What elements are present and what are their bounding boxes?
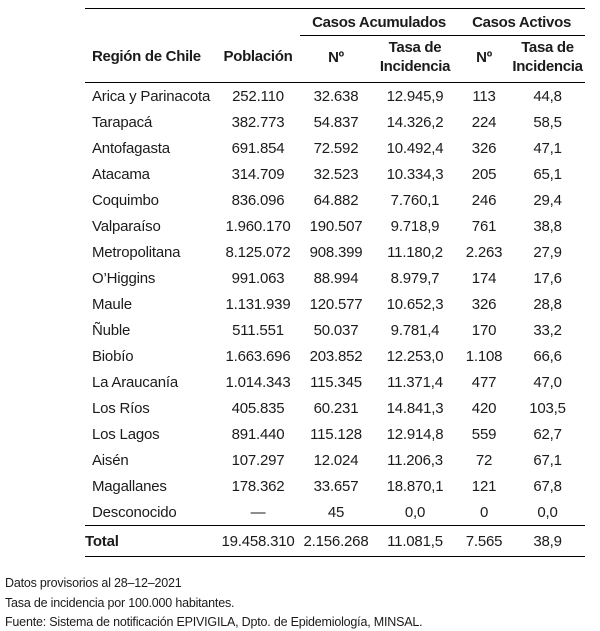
act-tasa-cell: 0,0 <box>537 503 558 521</box>
table-row <box>85 317 585 343</box>
table-row <box>85 369 585 395</box>
act-tasa-cell: 62,7 <box>533 425 562 443</box>
table-row <box>85 447 585 473</box>
act-tasa-cell: 17,6 <box>533 269 562 287</box>
poblacion-cell: 511.551 <box>232 321 284 339</box>
col-header-poblacion: Población <box>216 36 300 83</box>
region-cell: Antofagasta <box>92 139 170 157</box>
act-n-cell: 224 <box>471 113 497 131</box>
act-n-cell: 559 <box>471 425 497 443</box>
region-cell: O’Higgins <box>92 269 156 287</box>
act-n-cell: 1.108 <box>465 347 503 365</box>
act-tasa-cell: 47,0 <box>533 373 562 391</box>
footnotes <box>5 574 422 631</box>
acum-n-cell: 203.852 <box>309 347 363 365</box>
act-tasa-cell: 47,1 <box>533 139 562 157</box>
act-tasa-cell: 67,8 <box>533 477 562 495</box>
act-tasa-cell: 103,5 <box>529 399 566 417</box>
incidence-table <box>85 8 585 557</box>
acum-tasa-cell: 0,0 <box>404 503 426 521</box>
act-tasa-cell: 28,8 <box>533 295 562 313</box>
acum-tasa-cell: 12.914,8 <box>386 425 444 443</box>
table-row <box>85 291 585 317</box>
region-cell: Ñuble <box>92 321 131 339</box>
poblacion-cell: 8.125.072 <box>225 243 291 261</box>
footnote-source: Fuente: Sistema de notificación EPIVIGILA, Dpto. de Epidemiología, MINSAL. <box>5 615 423 629</box>
act-n-cell: 121 <box>471 477 497 495</box>
incidence-table-container <box>85 8 585 557</box>
acum-tasa-cell: 8.979,7 <box>390 269 440 287</box>
region-cell: La Araucanía <box>92 373 179 391</box>
acum-tasa-cell: 10.652,3 <box>386 295 444 313</box>
poblacion-cell: 691.854 <box>231 139 285 157</box>
total-acum-n-cell: 2.156.268 <box>300 526 372 557</box>
act-tasa-cell: 38,8 <box>533 217 562 235</box>
group-header-casos-activos: Casos Activos <box>458 9 585 36</box>
acum-tasa-cell: 10.334,3 <box>386 165 444 183</box>
table-row <box>85 473 585 499</box>
acum-n-cell: 72.592 <box>313 139 359 157</box>
table-row <box>85 395 585 421</box>
poblacion-cell: 891.440 <box>231 425 285 443</box>
poblacion-cell: 1.131.939 <box>225 295 291 313</box>
region-cell: Biobío <box>92 347 134 365</box>
poblacion-cell: 836.096 <box>231 191 285 209</box>
total-label-cell: Total <box>85 526 216 557</box>
region-cell: Metropolitana <box>92 243 181 261</box>
acum-n-cell: 33.657 <box>313 477 359 495</box>
poblacion-cell: 1.014.343 <box>225 373 291 391</box>
act-tasa-cell: 44,8 <box>533 87 562 105</box>
poblacion-cell: 1.960.170 <box>225 217 291 235</box>
acum-n-cell: 50.037 <box>313 321 359 339</box>
poblacion-cell: — <box>250 503 266 521</box>
poblacion-cell: 252.110 <box>232 87 284 105</box>
acum-n-cell: 64.882 <box>313 191 359 209</box>
poblacion-cell: 405.835 <box>231 399 285 417</box>
act-tasa-cell: 58,5 <box>533 113 562 131</box>
acum-n-cell: 115.345 <box>310 373 362 391</box>
acum-n-cell: 12.024 <box>313 451 359 469</box>
total-act-n-cell: 7.565 <box>458 526 510 557</box>
region-cell: Los Ríos <box>92 399 150 417</box>
acum-n-cell: 190.507 <box>309 217 363 235</box>
table-row <box>85 109 585 135</box>
act-n-cell: 0 <box>479 503 489 521</box>
region-cell: Aisén <box>92 451 129 469</box>
act-n-cell: 420 <box>471 399 497 417</box>
col-header-act-n: Nº <box>458 36 510 83</box>
region-cell: Arica y Parinacota <box>92 87 211 105</box>
acum-tasa-cell: 9.718,9 <box>390 217 440 235</box>
acum-tasa-cell: 14.841,3 <box>386 399 444 417</box>
act-n-cell: 326 <box>471 295 497 313</box>
table-row <box>85 239 585 265</box>
col-header-act-tasa: Tasa de Incidencia <box>510 36 585 83</box>
footnote-provisional-date: Datos provisorios al 28–12–2021 <box>5 576 182 590</box>
total-row <box>85 526 585 557</box>
acum-n-cell: 120.577 <box>309 295 363 313</box>
table-row <box>85 499 585 526</box>
acum-n-cell: 54.837 <box>313 113 359 131</box>
acum-tasa-cell: 11.180,2 <box>387 243 443 261</box>
region-cell: Desconocido <box>92 503 177 521</box>
act-tasa-cell: 66,6 <box>533 347 562 365</box>
act-n-cell: 761 <box>471 217 497 235</box>
table-row <box>85 421 585 447</box>
act-tasa-cell: 33,2 <box>533 321 562 339</box>
act-n-cell: 72 <box>475 451 493 469</box>
table-row <box>85 265 585 291</box>
acum-n-cell: 88.994 <box>313 269 359 287</box>
act-tasa-cell: 65,1 <box>533 165 562 183</box>
table-row <box>85 135 585 161</box>
act-n-cell: 205 <box>471 165 497 183</box>
act-n-cell: 2.263 <box>465 243 503 261</box>
group-header-spacer <box>85 9 300 36</box>
act-n-cell: 113 <box>472 87 496 105</box>
act-tasa-cell: 67,1 <box>533 451 562 469</box>
acum-n-cell: 60.231 <box>313 399 359 417</box>
col-header-acum-tasa: Tasa de Incidencia <box>372 36 458 83</box>
acum-tasa-cell: 11.206,3 <box>387 451 443 469</box>
acum-n-cell: 32.523 <box>313 165 359 183</box>
acum-n-cell: 32.638 <box>313 87 359 105</box>
acum-tasa-cell: 12.253,0 <box>386 347 444 365</box>
region-cell: Valparaíso <box>92 217 161 235</box>
poblacion-cell: 314.709 <box>231 165 285 183</box>
act-n-cell: 174 <box>471 269 497 287</box>
acum-tasa-cell: 18.870,1 <box>386 477 444 495</box>
region-cell: Coquimbo <box>92 191 159 209</box>
poblacion-cell: 1.663.696 <box>225 347 291 365</box>
column-header-row <box>85 36 585 83</box>
region-cell: Los Lagos <box>92 425 160 443</box>
poblacion-cell: 178.362 <box>231 477 285 495</box>
table-row <box>85 161 585 187</box>
col-header-acum-n: Nº <box>300 36 372 83</box>
acum-n-cell: 115.128 <box>310 425 362 443</box>
total-acum-tasa-cell: 11.081,5 <box>372 526 458 557</box>
act-n-cell: 326 <box>471 139 497 157</box>
poblacion-cell: 382.773 <box>231 113 285 131</box>
act-tasa-cell: 29,4 <box>533 191 562 209</box>
region-cell: Tarapacá <box>92 113 153 131</box>
acum-tasa-cell: 7.760,1 <box>390 191 440 209</box>
table-row <box>85 187 585 213</box>
table-row <box>85 213 585 239</box>
region-cell: Maule <box>92 295 132 313</box>
acum-tasa-cell: 10.492,4 <box>386 139 444 157</box>
total-act-tasa-cell: 38,9 <box>510 526 585 557</box>
acum-n-cell: 45 <box>327 503 345 521</box>
table-row <box>85 83 585 110</box>
region-cell: Atacama <box>92 165 150 183</box>
acum-tasa-cell: 11.371,4 <box>387 373 443 391</box>
poblacion-cell: 991.063 <box>231 269 285 287</box>
acum-tasa-cell: 14.326,2 <box>386 113 444 131</box>
act-tasa-cell: 27,9 <box>533 243 562 261</box>
acum-tasa-cell: 12.945,9 <box>386 87 444 105</box>
footnote-incidence-rate: Tasa de incidencia por 100.000 habitantes. <box>5 595 235 610</box>
poblacion-cell: 107.297 <box>231 451 285 469</box>
table-row <box>85 343 585 369</box>
group-header-casos-acumulados: Casos Acumulados <box>300 9 458 36</box>
act-n-cell: 170 <box>471 321 497 339</box>
total-poblacion-cell: 19.458.310 <box>216 526 300 557</box>
act-n-cell: 246 <box>471 191 497 209</box>
acum-tasa-cell: 9.781,4 <box>390 321 440 339</box>
region-cell: Magallanes <box>92 477 167 495</box>
col-header-region: Región de Chile <box>85 36 216 83</box>
group-header-row <box>85 9 585 36</box>
acum-n-cell: 908.399 <box>309 243 363 261</box>
act-n-cell: 477 <box>471 373 497 391</box>
